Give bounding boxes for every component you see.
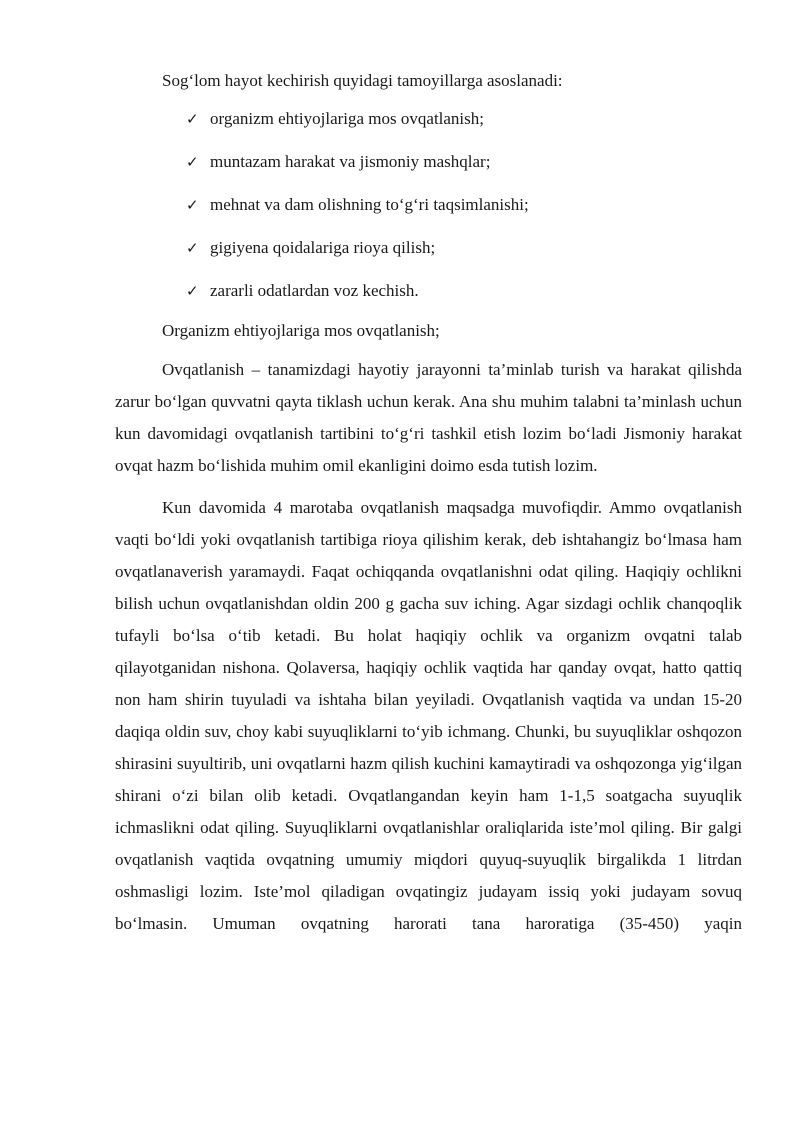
list-item — [186, 151, 742, 173]
checkmark-icon: ✓ — [186, 282, 199, 300]
list-item-text: muntazam harakat va jismoniy mashqlar; — [210, 152, 491, 171]
checkmark-icon: ✓ — [186, 153, 199, 171]
paragraph-nutrition-purpose: Ovqatlanish – tanamizdagi hayotiy jarayonni ta’minlab turish va harakat qilishda zarur bo‘lgan quvvatni qayta tiklash uchun kerak. Ana shu muhim talabni ta’minlash uchun kun davomidagi ovqatlanish tartibini to‘g‘ri tashkil etish lozim bo‘ladi Jismoniy harakat ovqat hazm bo‘lishida muhim omil ekanligini doimo esda tutish lozim. — [115, 360, 742, 475]
list-item-text: gigiyena qoidalariga rioya qilish; — [210, 238, 436, 257]
principles-list — [115, 108, 742, 302]
list-item — [186, 237, 742, 259]
paragraph-meal-schedule: Kun davomida 4 marotaba ovqatlanish maqsadga muvofiqdir. Ammo ovqatlanish vaqti bo‘ldi yoki ovqatlanish tartibiga rioya qilishim kerak, deb ishtahangiz bo‘lmasa ham ovqatlanaverish yaramaydi. Faqat ochiqqanda ovqatlanishni odat qiling. Haqiqiy ochlikni bilish uchun ovqatlanishdan oldin 200 g gacha suv iching. Agar sizdagi ochlik chanqoqlik tufayli bo‘lsa o‘tib ketadi. Bu holat haqiqiy ochlik va organizm ovqatni talab qilayotganidan nishona. Qolaversa, haqiqiy ochlik vaqtida har qanday ovqat, hatto qattiq non ham shirin tuyuladi va ishtaha bilan yeyiladi. Ovqatlanish vaqtida va undan 15-20 daqiqa oldin suv, choy kabi suyuqliklarni to‘yib ichmang. Chunki, bu suyuqliklar oshqozon shirasini suyultirib, uni ovqatlarni hazm qilish kuchini kamaytiradi va oshqozonga yig‘ilgan shirani o‘zi bilan olib ketadi. Ovqatlangandan keyin ham 1-1,5 soatgacha suyuqlik ichmaslikni odat qiling. Suyuqliklarni ovqatlanishlar oraliqlarida iste’mol qiling. Bir galgi ovqatlanish vaqtida ovqatning umumiy miqdori quyuq-suyuqlik birgalikda 1 litrdan oshmasligi lozim. Iste’mol qiladigan ovqatingiz judayam issiq yoki judayam sovuq bo‘lmasin. Umuman ovqatning harorati tana haroratiga (35-450) yaqin — [115, 498, 742, 933]
checkmark-icon: ✓ — [186, 110, 199, 128]
checkmark-icon: ✓ — [186, 196, 199, 214]
section-heading: Organizm ehtiyojlariga mos ovqatlanish; — [162, 321, 440, 340]
list-item-text: organizm ehtiyojlariga mos ovqatlanish; — [210, 109, 484, 128]
checkmark-icon: ✓ — [186, 239, 199, 257]
list-item — [186, 194, 742, 216]
intro-text: Sog‘lom hayot kechirish quyidagi tamoyillarga asoslanadi: — [162, 71, 563, 90]
list-item — [186, 280, 742, 302]
list-item-text: zararli odatlardan voz kechish. — [210, 281, 419, 300]
list-item-text: mehnat va dam olishning to‘g‘ri taqsimlanishi; — [210, 195, 529, 214]
document-page — [115, 70, 742, 950]
list-item — [186, 108, 742, 130]
